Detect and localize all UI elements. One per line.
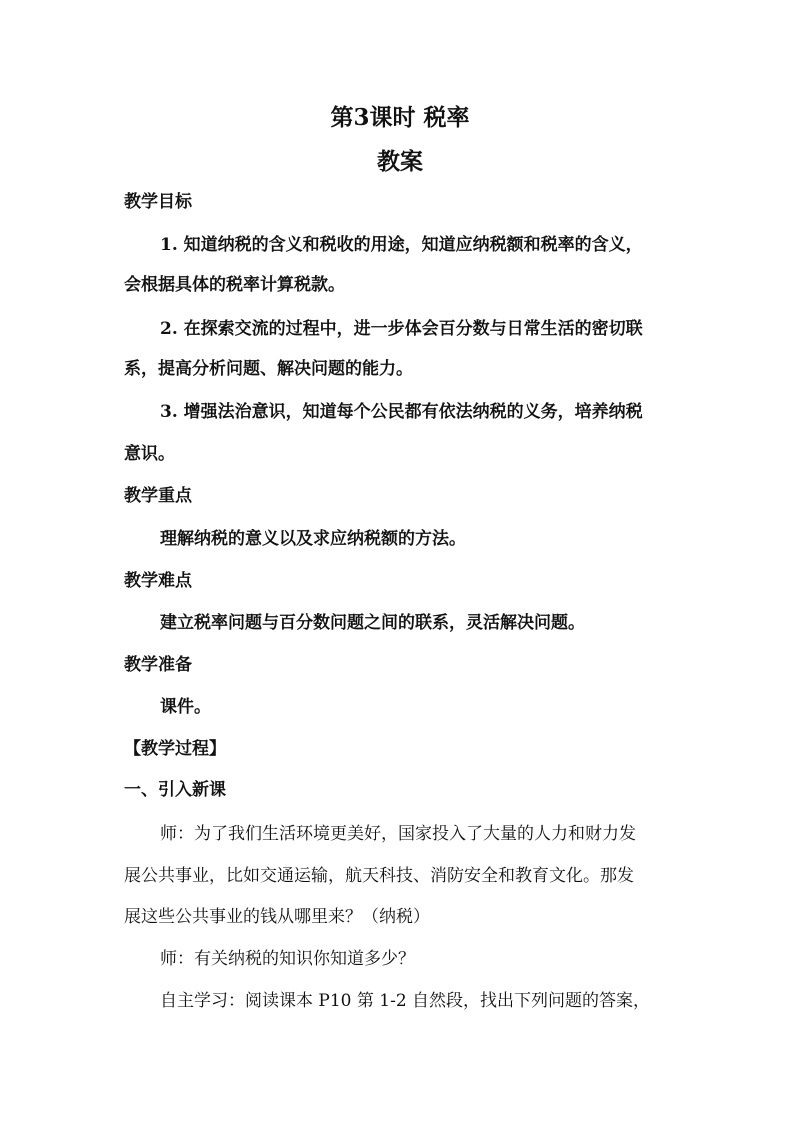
key-points-heading: 教学重点 — [124, 486, 192, 506]
preparation-heading: 教学准备 — [124, 655, 192, 675]
objectives-heading: 教学目标 — [124, 192, 192, 212]
difficulties-text: 建立税率问题与百分数问题之间的联系，灵活解决问题。 — [160, 613, 585, 633]
objective-3-line-1: 3. 增强法治意识，知道每个公民都有依法纳税的义务，培养纳税 — [160, 402, 643, 422]
key-points-text: 理解纳税的意义以及求应纳税额的方法。 — [160, 529, 466, 549]
objective-1-line-1: 1. 知道纳税的含义和税收的用途，知道应纳税额和税率的含义， — [160, 235, 643, 255]
preparation-text: 课件。 — [160, 697, 211, 717]
intro-subheading: 一、引入新课 — [124, 780, 226, 800]
difficulties-heading: 教学难点 — [124, 571, 192, 591]
objective-3-line-2: 意识。 — [124, 444, 175, 464]
intro-paragraph-1-line-2: 展公共事业，比如交通运输，航天科技、消防安全和教育文化。那发 — [124, 866, 634, 886]
objective-2-line-1: 2. 在探索交流的过程中，进一步体会百分数与日常生活的密切联 — [160, 319, 643, 339]
objective-2-line-2: 系，提高分析问题、解决问题的能力。 — [124, 359, 413, 379]
intro-paragraph-1-line-3: 展这些公共事业的钱从哪里来？（纳税） — [124, 907, 430, 927]
intro-paragraph-1-line-1: 师：为了我们生活环境更美好，国家投入了大量的人力和财力发 — [160, 824, 636, 844]
document-subtitle: 教案 — [377, 148, 423, 175]
intro-paragraph-2: 师：有关纳税的知识你知道多少？ — [160, 949, 415, 969]
intro-paragraph-3: 自主学习：阅读课本 P10 第 1-2 自然段，找出下列问题的答案， — [160, 991, 651, 1011]
document-title: 第3课时 税率 — [330, 104, 470, 131]
process-heading: 【教学过程】 — [124, 739, 226, 759]
objective-1-line-2: 会根据具体的税率计算税款。 — [124, 275, 345, 295]
